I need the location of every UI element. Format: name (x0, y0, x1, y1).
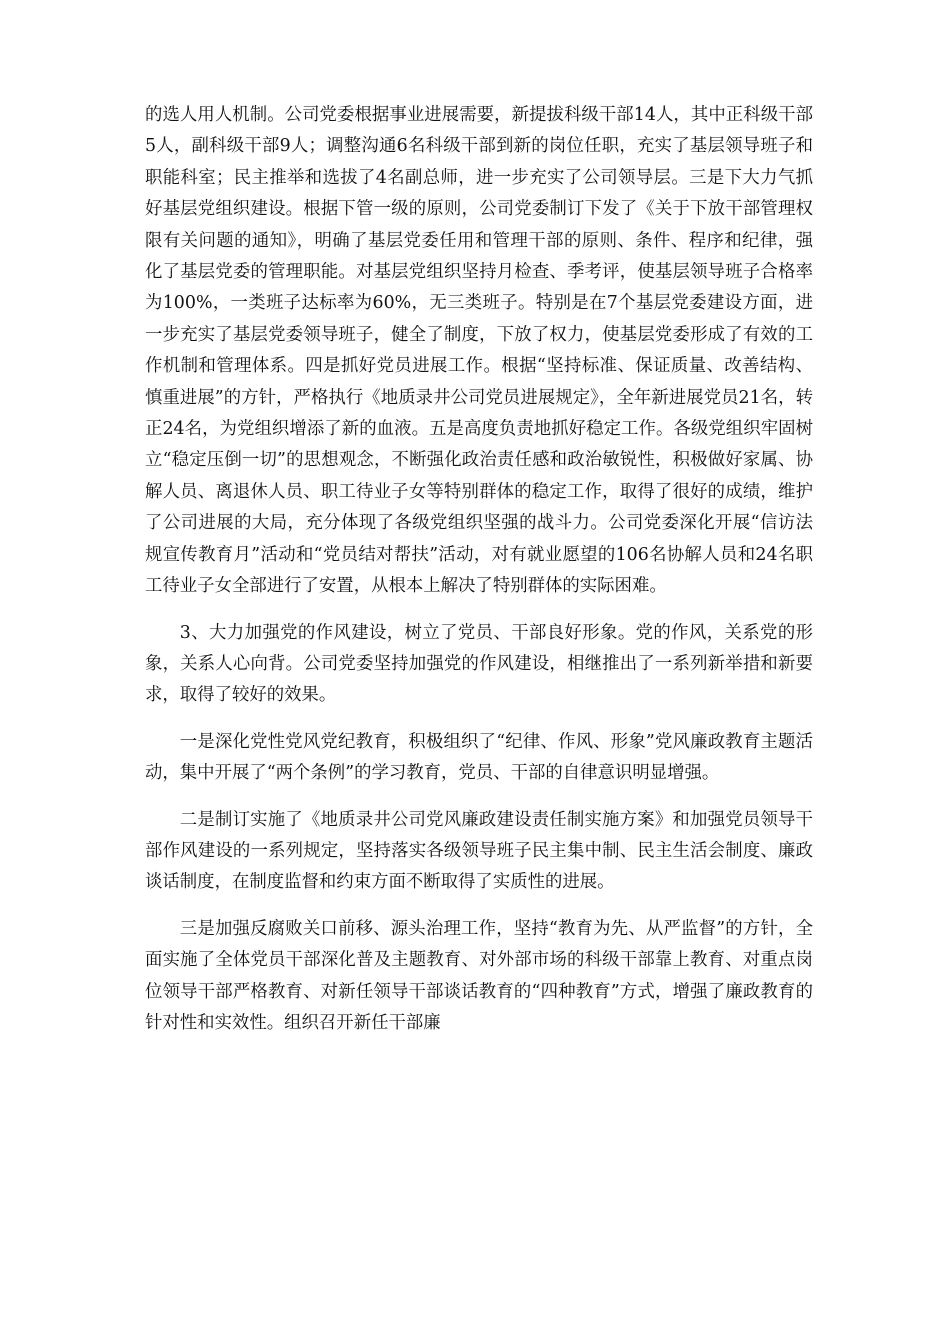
paragraph-3: 一是深化党性党风党纪教育，积极组织了“纪律、作风、形象”党风廉政教育主题活动，集中开展了“两个条例”的学习教育，党员、干部的自律意识明显增强。 (145, 731, 813, 784)
paragraph-2: 3、大力加强党的作风建设，树立了党员、干部良好形象。党的作风，关系党的形象，关系人心向背。公司党委坚持加强党的作风建设，相继推出了一系列新举措和新要求，取得了较好的效果。 (145, 622, 813, 706)
paragraph-1: 的选人用人机制。公司党委根据事业进展需要，新提拔科级干部14人，其中正科级干部5人，副科级干部9人；调整沟通6名科级干部到新的岗位任职，充实了基层领导班子和职能科室；民主推举和选拔了4名副总师，进一步充实了公司领导层。三是下大力气抓好基层党组织建设。根据下管一级的原则，公司党委制订下发了《关于下放干部管理权限有关问题的通知》，明确了基层党委任用和管理干部的原则、条件、程序和纪律，强化了基层党委的管理职能。对基层党组织坚持月检查、季考评，使基层领导班子合格率为100%，一类班子达标率为60%，无三类班子。特别是在7个基层党委建设方面，进一步充实了基层党委领导班子，健全了制度，下放了权力，使基层党委形成了有效的工作机制和管理体系。四是抓好党员进展工作。根据“坚持标准、保证质量、改善结构、慎重进展”的方针，严格执行《地质录井公司党员进展规定》，全年新进展党员21名，转正24名，为党组织增添了新的血液。五是高度负责地抓好稳定工作。各级党组织牢固树立“稳定压倒一切”的思想观念，不断强化政治责任感和政治敏锐性，积极做好家属、协解人员、离退休人员、职工待业子女等特别群体的稳定工作，取得了很好的成绩，维护了公司进展的大局，充分体现了各级党组织坚强的战斗力。公司党委深化开展“信访法规宣传教育月”活动和“党员结对帮扶”活动，对有就业愿望的106名协解人员和24名职工待业子女全部进行了安置，从根本上解决了特别群体的实际困难。 (145, 105, 813, 597)
document-page (145, 100, 813, 1054)
paragraph-5: 三是加强反腐败关口前移、源头治理工作，坚持“教育为先、从严监督”的方针，全面实施了全体党员干部深化普及主题教育、对外部市场的科级干部靠上教育、对重点岗位领导干部严格教育、对新任领导干部谈话教育的“四种教育”方式，增强了廉政教育的针对性和实效性。组织召开新任干部廉 (145, 918, 813, 1033)
paragraph-4: 二是制订实施了《地质录井公司党风廉政建设责任制实施方案》和加强党员领导干部作风建设的一系列规定，坚持落实各级领导班子民主集中制、民主生活会制度、廉政谈话制度，在制度监督和约束方面不断取得了实质性的进展。 (145, 809, 813, 893)
